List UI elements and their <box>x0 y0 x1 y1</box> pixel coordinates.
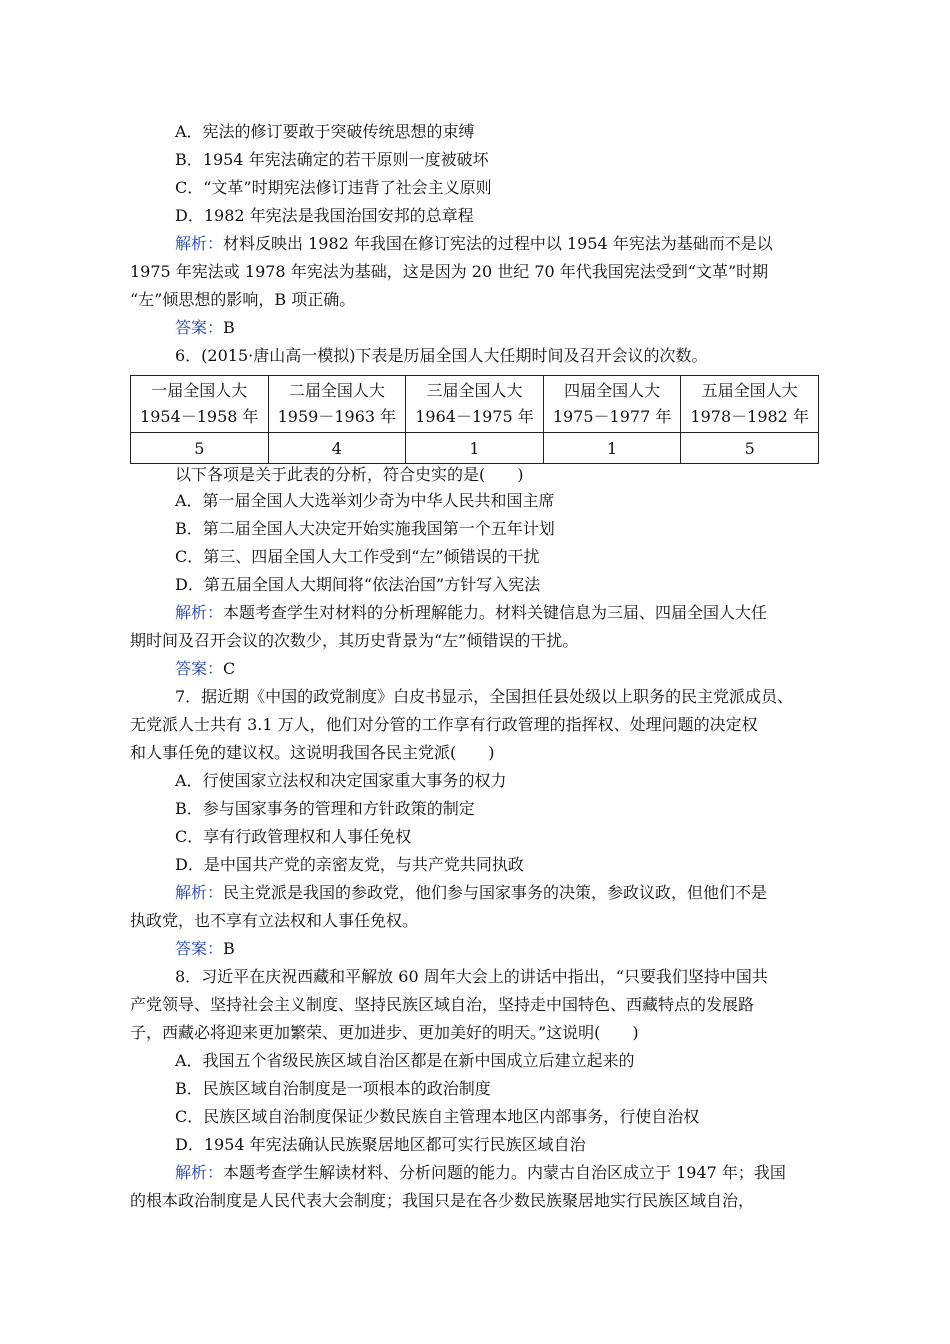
npc-name: 一届全国人大 <box>151 381 248 400</box>
q7-analysis-line-2: 执政党，也不享有立法权和人事任免权。 <box>130 911 419 930</box>
meeting-count: 4 <box>268 433 406 464</box>
q6-analysis-label: 解析： <box>175 603 224 622</box>
q7-stem-line-2: 无党派人士共有 3.1 万人，他们对分管的工作享有行政管理的指挥权、处理问题的决定权 <box>130 715 758 734</box>
npc-period: 1959－1963 年 <box>277 407 397 426</box>
q8-analysis-text: 本题考查学生解读材料、分析问题的能力。内蒙古自治区成立于 1947 年；我国 <box>223 1163 786 1182</box>
q5-answer <box>175 318 235 338</box>
npc-name: 四届全国人大 <box>564 381 661 400</box>
q5-analysis-text: 材料反映出 1982 年我国在修订宪法的过程中以 1954 年宪法为基础而不是以 <box>223 234 773 253</box>
npc-period: 1964－1975 年 <box>415 407 534 426</box>
q5-option-d: D．1982 年宪法是我国治国安邦的总章程 <box>175 206 474 225</box>
q7-option-a: A．行使国家立法权和决定国家重大事务的权力 <box>175 771 507 790</box>
table-cell-header <box>681 376 819 433</box>
q7-option-b: B．参与国家事务的管理和方针政策的制定 <box>175 799 475 818</box>
q7-analysis-label: 解析： <box>175 883 224 902</box>
q8-option-b: B．民族区域自治制度是一项根本的政治制度 <box>175 1079 491 1098</box>
q6-question: 以下各项是关于此表的分析，符合史实的是( ) <box>175 465 524 484</box>
q5-option-a: A．宪法的修订要敢于突破传统思想的束缚 <box>175 122 475 141</box>
q7-stem-line-1: 7．据近期《中国的政党制度》白皮书显示，全国担任县处级以上职务的民主党派成员、 <box>175 687 794 706</box>
meeting-count: 1 <box>406 433 544 464</box>
q5-answer-value: B <box>223 318 235 337</box>
q6-analysis-line-2: 期时间及召开会议的次数少，其历史背景为“左”倾错误的干扰。 <box>130 631 579 650</box>
npc-period: 1975－1977 年 <box>552 407 672 426</box>
meeting-count: 1 <box>543 433 681 464</box>
npc-name: 五届全国人大 <box>701 381 798 400</box>
q7-answer-value: B <box>223 939 235 958</box>
q7-analysis-text: 民主党派是我国的参政党，他们参与国家事务的决策，参政议政，但他们不是 <box>223 883 768 902</box>
q8-stem-line-3: 子，西藏必将迎来更加繁荣、更加进步、更加美好的明天。”这说明( ) <box>130 1023 639 1042</box>
npc-name: 二届全国人大 <box>288 381 385 400</box>
q8-option-d: D．1954 年宪法确认民族聚居地区都可实行民族区域自治 <box>175 1135 586 1154</box>
table-cell-header <box>268 376 406 433</box>
q8-stem-line-2: 产党领导、坚持社会主义制度、坚持民族区域自治，坚持走中国特色、西藏特点的发展路 <box>130 995 755 1014</box>
q6-answer-label: 答案： <box>175 659 224 678</box>
q5-analysis-line-3: “左”倾思想的影响，B 项正确。 <box>130 290 356 309</box>
table-cell-header <box>406 376 544 433</box>
q7-option-d: D．是中国共产党的亲密友党，与共产党共同执政 <box>175 855 524 874</box>
q5-option-b: B．1954 年宪法确定的若干原则一度被破坏 <box>175 150 489 169</box>
q6-analysis-line-1 <box>175 603 767 623</box>
table-cell-header <box>131 376 269 433</box>
q6-option-b: B．第二届全国人大决定开始实施我国第一个五年计划 <box>175 519 555 538</box>
q8-analysis-label: 解析： <box>175 1163 224 1182</box>
q8-option-c: C．民族区域自治制度保证少数民族自主管理本地区内部事务，行使自治权 <box>175 1107 700 1126</box>
q6-option-c: C．第三、四届全国人大工作受到“左”倾错误的干扰 <box>175 547 540 566</box>
q7-analysis-line-1 <box>175 883 767 903</box>
table-cell-header <box>543 376 681 433</box>
q5-analysis-label: 解析： <box>175 234 224 253</box>
q7-stem-line-3: 和人事任免的建议权。这说明我国各民主党派( ) <box>130 743 495 762</box>
q8-analysis-line-2: 的根本政治制度是人民代表大会制度；我国只是在各少数民族聚居地实行民族区域自治， <box>130 1191 755 1210</box>
q6-stem: 6．(2015·唐山高一模拟)下表是历届全国人大任期时间及召开会议的次数。 <box>175 346 708 365</box>
q5-option-c: C．“文革”时期宪法修订违背了社会主义原则 <box>175 178 492 197</box>
q7-answer <box>175 939 235 959</box>
q6-answer-value: C <box>223 659 236 678</box>
q8-stem-line-1: 8．习近平在庆祝西藏和平解放 60 周年大会上的讲话中指出，“只要我们坚持中国共 <box>175 967 768 986</box>
npc-name: 三届全国人大 <box>426 381 523 400</box>
meeting-count: 5 <box>131 433 269 464</box>
q5-analysis-line-2: 1975 年宪法或 1978 年宪法为基础，这是因为 20 世纪 70 年代我国宪法受到“文革”时期 <box>130 262 769 281</box>
npc-period: 1978－1982 年 <box>690 407 809 426</box>
npc-table <box>130 375 819 464</box>
q5-answer-label: 答案： <box>175 318 224 337</box>
q6-analysis-text: 本题考查学生对材料的分析理解能力。材料关键信息为三届、四届全国人大任 <box>223 603 768 622</box>
q8-analysis-line-1 <box>175 1163 786 1183</box>
q7-option-c: C．享有行政管理权和人事任免权 <box>175 827 412 846</box>
q6-answer <box>175 659 235 679</box>
q8-option-a: A．我国五个省级民族区域自治区都是在新中国成立后建立起来的 <box>175 1051 635 1070</box>
npc-period: 1954－1958 年 <box>140 407 259 426</box>
q7-answer-label: 答案： <box>175 939 224 958</box>
q6-option-d: D．第五届全国人大期间将“依法治国”方针写入宪法 <box>175 575 541 594</box>
meeting-count: 5 <box>681 433 819 464</box>
q6-option-a: A．第一届全国人大选举刘少奇为中华人民共和国主席 <box>175 491 555 510</box>
q5-analysis-line-1 <box>175 234 773 254</box>
